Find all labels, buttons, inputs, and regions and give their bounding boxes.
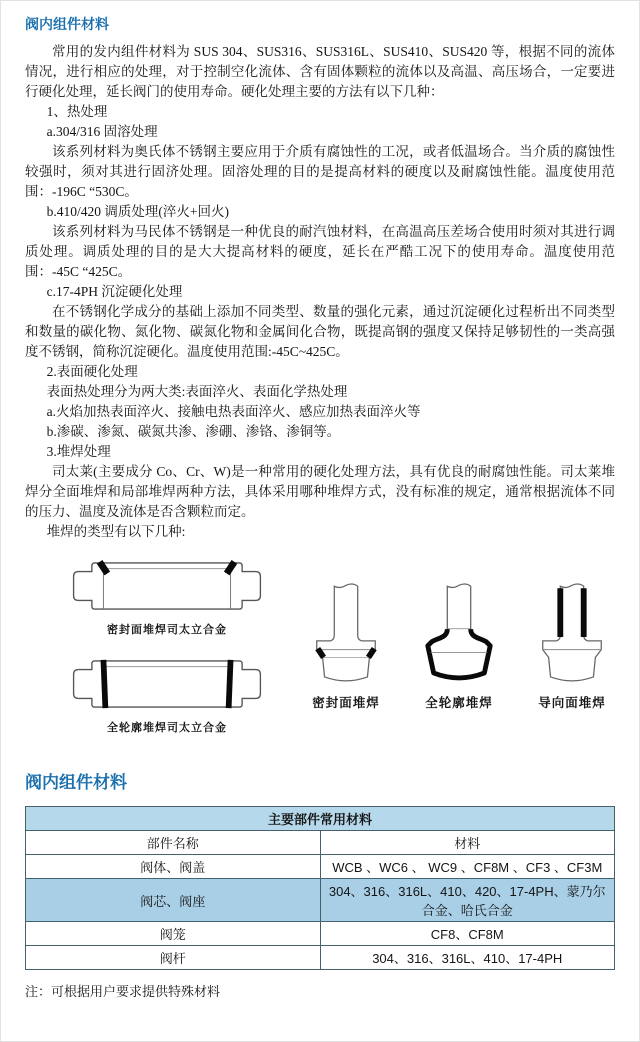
list-item: a.火焰加热表面淬火、接触电热表面淬火、感应加热表面淬火等: [46, 404, 421, 419]
paragraph: 司太莱(主要成分 Co、Cr、W)是一种常用的硬化处理方法，具有优良的耐腐蚀性能。司太莱堆焊分全面堆焊和局部堆焊两种方法，具体采用哪种堆焊方式，没有标准的规定，通常根据流体不同的压力、温度及流体是否含颗粒而定。: [25, 464, 615, 519]
figure-caption: 密封面堆焊司太立合金: [107, 624, 227, 636]
table-row: [26, 855, 615, 879]
paragraph: 常用的发内组件材料为 SUS 304、SUS316、SUS316L、SUS410、SUS420 等，根据不同的流体情况，进行相应的处理，对于控制空化流体、含有固体颗粒的流体以及高温、高压场合，一定要进行硬化处理，延长阀门的使用寿命。硬化处理主要的方法有以下几种：: [25, 44, 615, 99]
section-title-valve-trim-materials-2: 阀内组件材料: [25, 773, 127, 792]
weld-band-left: [103, 660, 105, 708]
guide-face-weld-plug-diagram: [533, 580, 611, 690]
seal-face-weld-plug-diagram: [307, 580, 385, 690]
paragraph: 该系列材料为马民体不锈钢是一种优良的耐汽蚀材料，在高温高压差场合使用时须对其进行调质处理。调质处理的目的是大大提高材料的硬度，延长在严酷工况下的使用寿命。温度使用范围：-45C “425C。: [25, 224, 615, 279]
material-cell: 304、316、316L、410、17-4PH: [320, 946, 615, 970]
body-text: [25, 42, 615, 542]
table-header-row: [26, 831, 615, 855]
figure-full-profile-weld-cage: [41, 658, 293, 735]
figure-seal-face-weld-cage: [41, 560, 293, 637]
part-name-cell: 阀笼: [26, 922, 321, 946]
table-title: 主要部件常用材料: [26, 807, 615, 831]
footnote: 注：可根据用户要求提供特殊材料: [25, 984, 221, 999]
paragraph: 在不锈钢化学成分的基础上添加不同类型、数量的强化元素，通过沉淀硬化过程析出不同类型和数量的碳化物、氮化物、碳氮化物和金属间化合物，既提高钢的强度又保持足够韧性的一类高强度不锈钢，简称沉淀硬化。温度使用范围:-45C~425C。: [25, 304, 615, 359]
list-item: 1、热处理: [46, 104, 108, 119]
full-profile-weld-plug-diagram: [420, 580, 498, 690]
plug-diagrams-row: [293, 554, 615, 752]
figure-caption: 密封面堆焊: [312, 696, 380, 710]
common-materials-table: [25, 806, 615, 970]
weld-type-diagrams: [25, 554, 615, 752]
list-item: b.410/420 调质处理(淬火+回火): [46, 204, 229, 219]
weld-band-right: [229, 660, 231, 708]
table-row: [26, 922, 615, 946]
material-cell: CF8、CF8M: [320, 922, 615, 946]
weld-contour: [428, 629, 490, 678]
part-name-cell: 阀体、阀盖: [26, 855, 321, 879]
material-cell: 304、316、316L、410、420、17-4PH、蒙乃尔合金、哈氏合金: [320, 879, 615, 922]
list-item: c.17-4PH 沉淀硬化处理: [46, 284, 183, 299]
list-item: b.渗碳、渗氮、碳氮共渗、渗硼、渗铬、渗铜等。: [46, 424, 341, 439]
table-row: [26, 946, 615, 970]
list-item: a.304/316 固溶处理: [46, 124, 158, 139]
table-row-highlighted: [26, 879, 615, 922]
column-header-material: 材料: [320, 831, 615, 855]
list-item: 表面热处理分为两大类:表面淬火、表面化学热处理: [46, 384, 348, 399]
figure-full-profile-weld-plug: [420, 580, 498, 752]
paragraph: 该系列材料为奥氏体不锈钢主要应用于介质有腐蚀性的工况，或者低温场合。当介质的腐蚀性较强时，须对其进行固济处理。固溶处理的目的是提高材料的硬度以及耐腐蚀性能。温度使用范围：-196C “530C。: [25, 144, 615, 199]
figure-seal-face-weld-plug: [307, 580, 385, 752]
column-header-part-name: 部件名称: [26, 831, 321, 855]
figure-caption: 全轮廓堆焊司太立合金: [107, 722, 227, 734]
list-item: 2.表面硬化处理: [46, 364, 138, 379]
list-item: 3.堆焊处理: [46, 444, 111, 459]
list-item: 堆焊的类型有以下几种:: [46, 524, 186, 539]
part-name-cell: 阀芯、阀座: [26, 879, 321, 922]
cage-diagrams-column: [25, 554, 293, 752]
figure-caption: 全轮廓堆焊: [425, 696, 493, 710]
full-profile-weld-cage-diagram: [69, 658, 265, 710]
table-title-row: [26, 807, 615, 831]
section-title-valve-trim-materials: 阀内组件材料: [25, 18, 109, 33]
figure-caption: 导向面堆焊: [538, 696, 606, 710]
seal-face-weld-cage-diagram: [69, 560, 265, 612]
figure-guide-face-weld-plug: [533, 580, 611, 752]
material-cell: WCB 、WC6 、 WC9 、CF8M 、CF3 、CF3M: [320, 855, 615, 879]
part-name-cell: 阀杆: [26, 946, 321, 970]
